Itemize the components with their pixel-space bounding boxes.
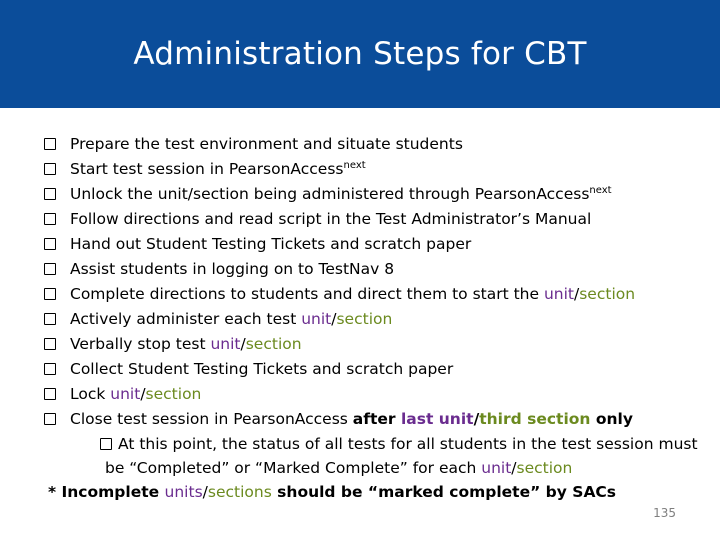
- list-item: Prepare the test environment and situate students: [44, 132, 635, 157]
- checkbox-bullet-icon: [44, 388, 56, 400]
- sub-note: At this point, the status of all tests for all students in the test session must be “Completed” or “Marked Complete” for each unit/section: [100, 432, 700, 480]
- checkbox-bullet-icon: [100, 438, 112, 450]
- steps-list: [44, 132, 635, 432]
- list-item: Actively administer each test unit/section: [44, 307, 635, 332]
- title-banner: [0, 0, 720, 108]
- slide-title: Administration Steps for CBT: [133, 36, 587, 72]
- checkbox-bullet-icon: [44, 163, 56, 175]
- checkbox-bullet-icon: [44, 238, 56, 250]
- checkbox-bullet-icon: [44, 313, 56, 325]
- checkbox-bullet-icon: [44, 413, 56, 425]
- list-item: Assist students in logging on to TestNav 8: [44, 257, 635, 282]
- list-item: Hand out Student Testing Tickets and scratch paper: [44, 232, 635, 257]
- list-item: Follow directions and read script in the Test Administrator’s Manual: [44, 207, 635, 232]
- list-item: Collect Student Testing Tickets and scratch paper: [44, 357, 635, 382]
- list-item: Complete directions to students and direct them to start the unit/section: [44, 282, 635, 307]
- checkbox-bullet-icon: [44, 288, 56, 300]
- list-item: Unlock the unit/section being administered through PearsonAccess$^{next}$: [44, 182, 635, 207]
- list-item: Close test session in PearsonAccess after last unit/third section only: [44, 407, 635, 432]
- list-item: Verbally stop test unit/section: [44, 332, 635, 357]
- checkbox-bullet-icon: [44, 363, 56, 375]
- checkbox-bullet-icon: [44, 338, 56, 350]
- checkbox-bullet-icon: [44, 263, 56, 275]
- page-number: 135: [653, 506, 676, 520]
- footnote: * Incomplete units/sections should be “marked complete” by SACs: [48, 483, 617, 501]
- checkbox-bullet-icon: [44, 213, 56, 225]
- checkbox-bullet-icon: [44, 138, 56, 150]
- list-item: Lock unit/section: [44, 382, 635, 407]
- sub-note-line2: be “Completed” or “Marked Complete” for each unit/section: [105, 459, 573, 477]
- checkbox-bullet-icon: [44, 188, 56, 200]
- list-item: Start test session in PearsonAccess$^{next}$: [44, 157, 635, 182]
